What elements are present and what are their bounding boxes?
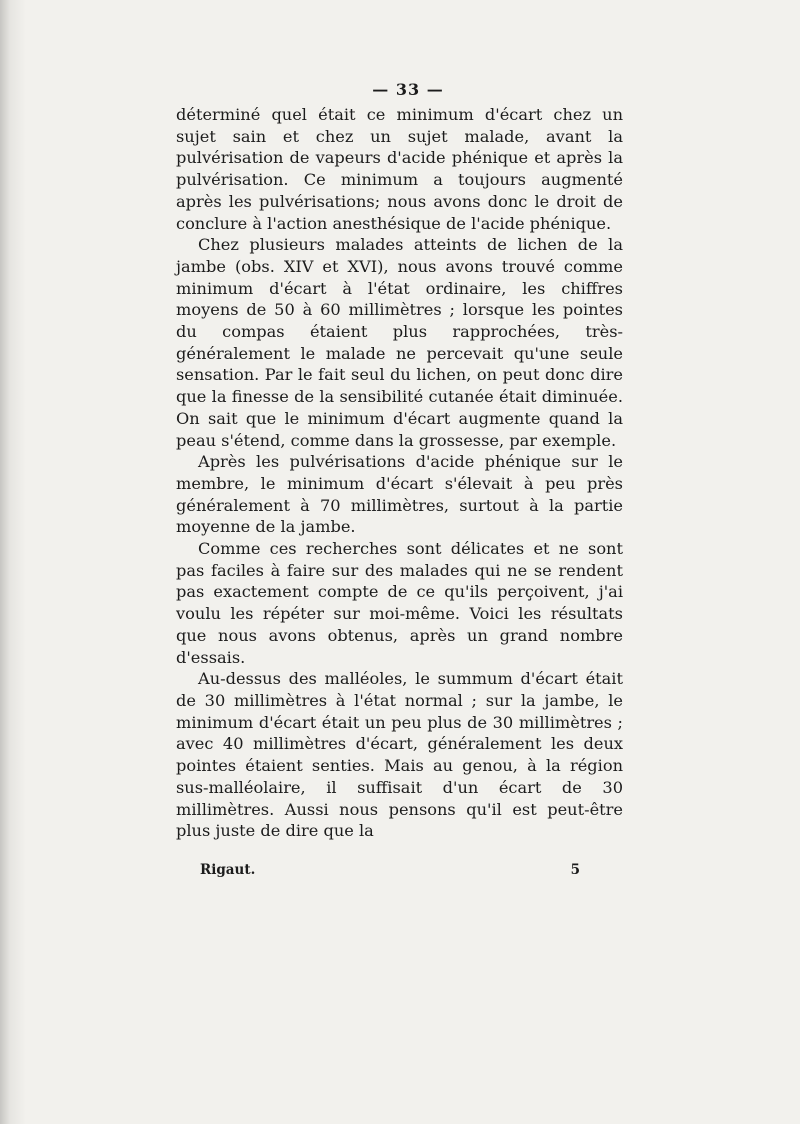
paragraph-1: déterminé quel était ce minimum d'écart chez un sujet sain et chez un sujet malade, avant la pulvérisation de vapeurs d'acide phénique et après la pulvérisation. Ce minimum a toujours augmenté après les pulvérisations; nous avons donc le droit de conclure à l'action anesthésique de l'acide phénique. <box>176 105 623 233</box>
paragraph-5: Au-dessus des malléoles, le summum d'écart était de 30 millimètres à l'état normal ; sur la jambe, le minimum d'écart était un peu plus de 30 millimètres ; avec 40 millimètres d'écart, généralement les deux pointes étaient senties. Mais au genou, à la région sus-malléolaire, il suffisait d'un écart de 30 millimètres. Aussi nous pensons qu'il est peut-être plus juste de dire que la <box>176 669 623 841</box>
page-number: — 33 — <box>372 80 444 99</box>
body-text <box>176 104 623 842</box>
paragraph-3: Après les pulvérisations d'acide phénique sur le membre, le minimum d'écart s'élevait à peu près généralement à 70 millimètres, surtout à la partie moyenne de la jambe. <box>176 452 623 537</box>
paragraph-2: Chez plusieurs malades atteints de lichen de la jambe (obs. XIV et XVI), nous avons trouvé comme minimum d'écart à l'état ordinaire, les chiffres moyens de 50 à 60 millimètres ; lorsque les pointes du compas étaient plus rapprochées, très-généralement le malade ne percevait qu'une seule sensation. Par le fait seul du lichen, on peut donc dire que la finesse de la sensibilité cutanée était diminuée. On sait que le minimum d'écart augmente quand la peau s'étend, comme dans la grossesse, par exemple. <box>176 235 623 450</box>
footer-author: Rigaut. <box>200 862 256 878</box>
paragraph-4: Comme ces recherches sont délicates et ne sont pas faciles à faire sur des malades qui ne se rendent pas exactement compte de ce qu'ils perçoivent, j'ai voulu les répéter sur moi-même. Voici les résultats que nous avons obtenus, après un grand nombre d'essais. <box>176 539 623 667</box>
footer-signature-mark: 5 <box>570 862 580 878</box>
